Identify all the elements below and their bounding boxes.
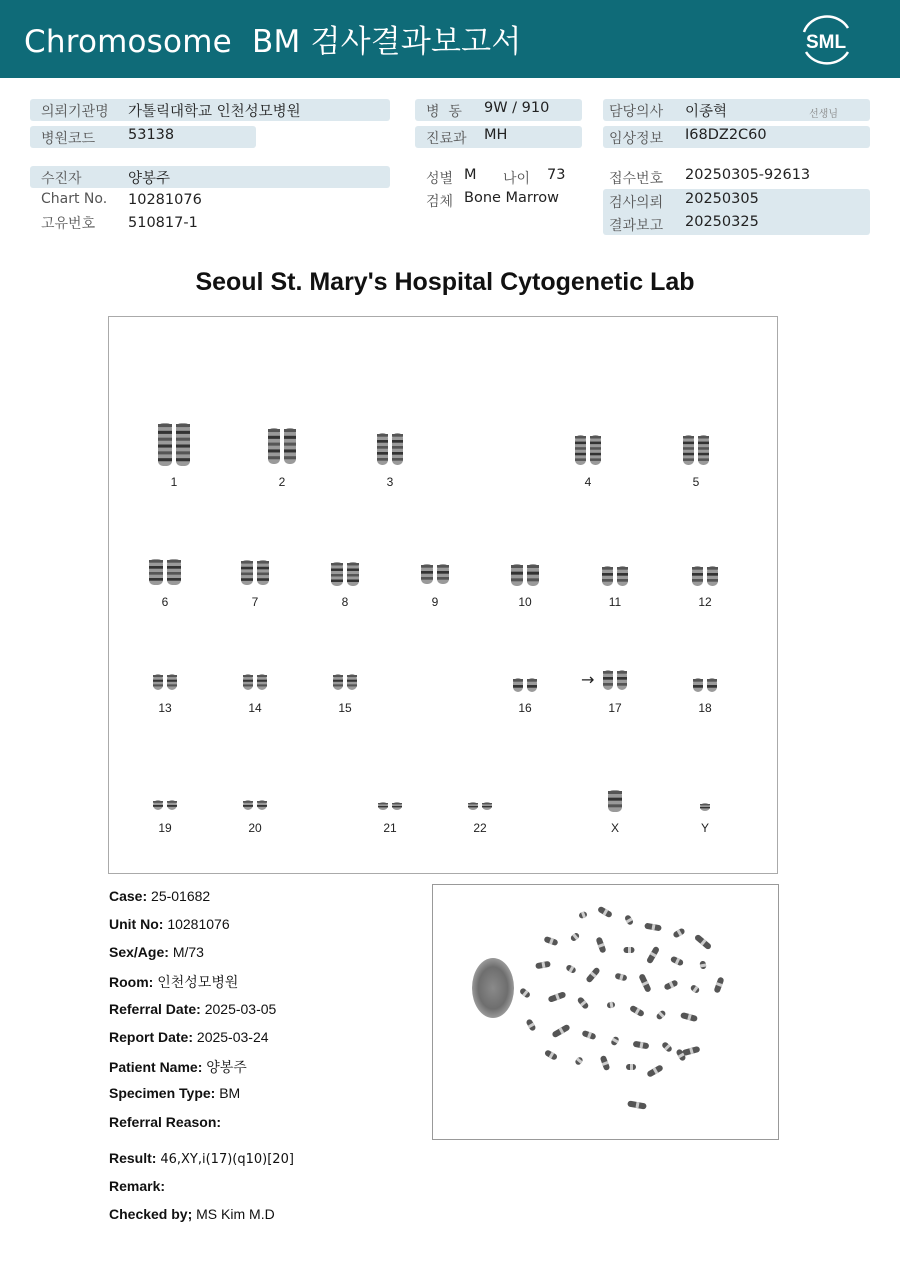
ward-label: 병 동 [426, 104, 462, 120]
metaphase-chromosome [663, 979, 678, 990]
request-label: 검사의뢰 [609, 195, 664, 211]
chromosome-label-Y: Y [700, 821, 709, 835]
metaphase-chromosome [544, 1049, 558, 1061]
metaphase-chromosome [570, 932, 581, 942]
room-label: Room: [109, 974, 154, 990]
doctor-label: 담당의사 [609, 104, 664, 120]
report-date-label: Report Date: [109, 1029, 194, 1045]
patient-name-label: Patient Name: [109, 1059, 203, 1075]
metaphase-chromosome [694, 934, 712, 951]
metaphase-chromosome [548, 991, 567, 1003]
age-value: 73 [547, 167, 566, 183]
sml-logo [796, 12, 856, 68]
chromosome-pair-1 [157, 422, 191, 467]
remark-label: Remark: [109, 1178, 166, 1194]
metaphase-chromosome [646, 946, 660, 965]
chromosome-label-7: 7 [251, 595, 259, 609]
metaphase-chromosome [629, 1005, 645, 1018]
chromosome-pair-X [607, 789, 623, 813]
chromosome-pair-11 [601, 565, 629, 587]
receipt-value: 20250305-92613 [685, 167, 811, 183]
metaphase-chromosome [680, 1012, 698, 1022]
chromosome-pair-17 [602, 669, 628, 691]
chart-value: 10281076 [128, 192, 202, 208]
case-row [109, 888, 210, 904]
report-date-row [109, 1029, 269, 1045]
chromosome-pair-16 [512, 677, 538, 693]
unit-label: Unit No: [109, 916, 164, 932]
room-value: 인천성모병원 [157, 974, 239, 990]
specimen-type-label: Specimen Type: [109, 1085, 216, 1101]
metaphase-chromosome [565, 964, 577, 974]
referral-reason-row [109, 1114, 221, 1130]
report-title: Chromosome BM 검사결과보고서 [24, 24, 522, 60]
metaphase-chromosome [670, 956, 684, 967]
patient-label: 수진자 [41, 171, 82, 187]
chromosome-label-10: 10 [518, 595, 532, 609]
interphase-nucleus [472, 958, 514, 1018]
metaphase-chromosome [646, 1064, 664, 1078]
metaphase-chromosome [624, 947, 635, 953]
doctor-value: 이종혁 [685, 104, 728, 120]
clinical-label: 임상정보 [609, 131, 664, 147]
chromosome-label-18: 18 [698, 701, 712, 715]
metaphase-chromosome [543, 936, 558, 946]
unique-value: 510817-1 [128, 215, 198, 231]
chromosome-pair-21 [377, 801, 403, 811]
chromosome-label-14: 14 [248, 701, 262, 715]
chromosome-pair-7 [240, 559, 270, 586]
metaphase-chromosome [607, 1001, 616, 1008]
karyotype-panel [108, 316, 778, 874]
chromosome-pair-9 [420, 563, 450, 585]
referral-date-value: 2025-03-05 [204, 1001, 277, 1017]
metaphase-chromosome [585, 967, 601, 984]
chromosome-label-13: 13 [158, 701, 172, 715]
metaphase-chromosome [610, 1036, 620, 1047]
result-label: Result: [109, 1150, 157, 1166]
chromosome-label-8: 8 [341, 595, 349, 609]
lab-title: Seoul St. Mary's Hospital Cytogenetic Lab [195, 268, 695, 296]
sex-value: M [464, 167, 477, 183]
metaphase-chromosome [655, 1009, 666, 1020]
unique-label: 고유번호 [41, 216, 96, 232]
chromosome-label-9: 9 [431, 595, 439, 609]
chromosome-label-3: 3 [386, 475, 394, 489]
dept-label: 진료과 [426, 131, 467, 147]
metaphase-chromosome [626, 1064, 636, 1070]
metaphase-chromosome [713, 976, 724, 993]
unit-value: 10281076 [167, 916, 230, 932]
chromosome-label-20: 20 [248, 821, 262, 835]
sex-label: 성별 [426, 171, 454, 187]
chromosome-label-21: 21 [383, 821, 397, 835]
receipt-label: 접수번호 [609, 171, 664, 187]
chromosome-pair-14 [242, 673, 268, 691]
chromosome-label-1: 1 [170, 475, 178, 489]
chromosome-label-16: 16 [518, 701, 532, 715]
report-date-value: 2025-03-24 [196, 1029, 269, 1045]
chromosome-label-6: 6 [161, 595, 169, 609]
metaphase-chromosome [574, 1056, 584, 1066]
metaphase-chromosome [690, 984, 701, 994]
chromosome-label-19: 19 [158, 821, 172, 835]
case-value: 25-01682 [151, 888, 211, 904]
patient-value: 양봉주 [128, 171, 171, 187]
metaphase-chromosome [597, 906, 613, 919]
metaphase-chromosome [551, 1024, 570, 1039]
metaphase-chromosome [624, 914, 634, 926]
chromosome-pair-8 [330, 561, 360, 587]
chromosome-pair-22 [467, 801, 493, 811]
chromosome-label-X: X [610, 821, 619, 835]
metaphase-chromosome [519, 987, 531, 999]
metaphase-chromosome [627, 1100, 647, 1109]
patient-name-row [109, 1057, 247, 1077]
metaphase-chromosome [535, 961, 551, 970]
chromosome-pair-15 [332, 673, 358, 691]
chromosome-label-12: 12 [698, 595, 712, 609]
chromosome-label-15: 15 [338, 701, 352, 715]
specimen-value: Bone Marrow [464, 190, 560, 206]
institution-value: 가톨릭대학교 인천성모병원 [128, 104, 301, 120]
metaphase-chromosome [672, 927, 685, 938]
chart-label: Chart No. [41, 191, 108, 207]
chromosome-pair-18 [692, 677, 718, 693]
chromosome-label-4: 4 [584, 475, 592, 489]
checked-row [109, 1206, 275, 1222]
specimen-label: 검체 [426, 194, 454, 210]
logo-text: SML [805, 32, 847, 53]
metaphase-chromosome [577, 996, 590, 1010]
sexage-row [109, 944, 204, 960]
request-value: 20250305 [685, 191, 759, 207]
referral-reason-label: Referral Reason: [109, 1114, 222, 1130]
clinical-value: I68DZ2C60 [685, 127, 767, 143]
checked-label: Checked by; [109, 1206, 193, 1222]
chromosome-pair-Y [699, 802, 711, 812]
sexage-label: Sex/Age: [109, 944, 169, 960]
metaphase-chromosome [633, 1041, 650, 1050]
remark-row [109, 1178, 165, 1194]
chromosome-label-5: 5 [692, 475, 700, 489]
metaphase-chromosome [595, 936, 606, 953]
hospital-code-value: 53138 [128, 127, 175, 143]
chromosome-pair-6 [148, 558, 182, 586]
referral-date-label: Referral Date: [109, 1001, 201, 1017]
unit-row [109, 916, 230, 932]
chromosome-label-2: 2 [278, 475, 286, 489]
metaphase-chromosome [682, 1046, 701, 1056]
report-date-label-top: 결과보고 [609, 218, 664, 234]
chromosome-label-17: 17 [608, 701, 622, 715]
chromosome-pair-5 [682, 434, 710, 466]
metaphase-image [432, 884, 779, 1140]
patient-name-value: 양봉주 [206, 1059, 247, 1075]
patient-pill [30, 166, 390, 188]
metaphase-chromosome [578, 911, 588, 919]
chromosome-pair-3 [376, 432, 404, 466]
chromosome-pair-20 [242, 799, 268, 811]
metaphase-chromosome [661, 1041, 673, 1053]
metaphase-chromosome [614, 973, 627, 982]
specimen-type-row [109, 1085, 240, 1101]
referral-date-row [109, 1001, 276, 1017]
metaphase-chromosome [638, 973, 651, 993]
chromosome-pair-13 [152, 673, 178, 691]
sexage-value: M/73 [172, 944, 204, 960]
checked-value: MS Kim M.D [196, 1206, 275, 1222]
chromosome-pair-12 [691, 565, 719, 587]
ward-value: 9W / 910 [484, 100, 550, 116]
metaphase-chromosome [644, 923, 662, 932]
institution-label: 의뢰기관명 [41, 104, 109, 120]
room-row [109, 972, 238, 992]
report-header [0, 0, 900, 78]
specimen-type-value: BM [219, 1085, 241, 1101]
chromosome-label-22: 22 [473, 821, 487, 835]
chromosome-pair-4 [574, 434, 602, 466]
hospital-code-label: 병원코드 [41, 131, 96, 147]
doctor-suffix: 선생님 [809, 109, 838, 120]
result-row [109, 1150, 294, 1167]
abnormality-arrow-icon: → [581, 670, 595, 689]
chromosome-label-11: 11 [608, 595, 622, 609]
report-date-value-top: 20250325 [685, 214, 759, 230]
dept-value: MH [484, 127, 508, 143]
metaphase-chromosome [699, 961, 706, 970]
chromosome-pair-2 [267, 427, 297, 465]
age-label: 나이 [503, 171, 531, 187]
result-value: 46,XY,i(17)(q10)[20] [160, 1152, 294, 1167]
case-label: Case: [109, 888, 148, 904]
metaphase-chromosome [600, 1055, 611, 1071]
chromosome-pair-19 [152, 799, 178, 811]
metaphase-chromosome [581, 1030, 596, 1040]
metaphase-chromosome [525, 1018, 536, 1031]
metaphase-spread [433, 885, 778, 1139]
chromosome-pair-10 [510, 563, 540, 587]
